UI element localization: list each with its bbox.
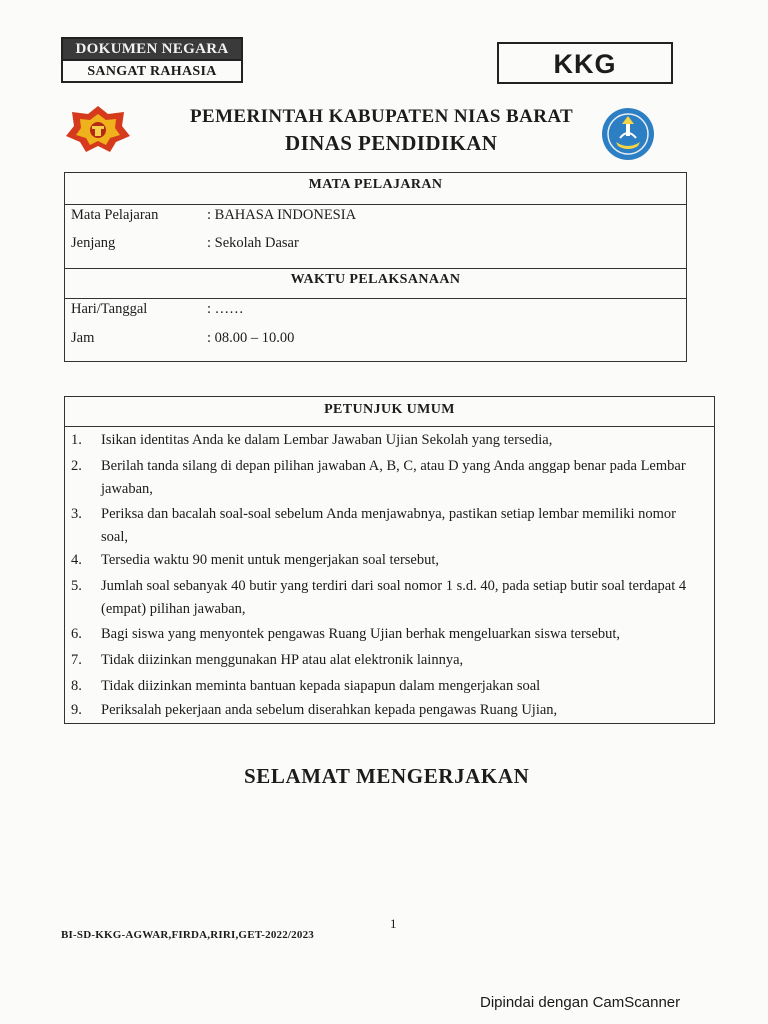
instruction-item (71, 503, 703, 549)
instructions-title: PETUNJUK UMUM (65, 397, 714, 427)
instruction-text: Tidak diizinkan meminta bantuan kepada siapapun dalam mengerjakan soal (101, 678, 541, 694)
instruction-item (71, 549, 703, 572)
instruction-text: Tersedia waktu 90 menit untuk mengerjakan soal tersebut, (101, 552, 440, 568)
instruction-item (71, 429, 703, 452)
instruction-number: 9. (71, 702, 82, 718)
page-number: 1 (390, 916, 397, 931)
date-value: : …… (207, 301, 244, 317)
instruction-number: 6. (71, 626, 82, 642)
subject-row (71, 207, 356, 224)
time-label: Jam (71, 330, 95, 346)
instruction-text: Jumlah soal sebanyak 40 butir yang terdiri dari soal nomor 1 s.d. 40, pada setiap butir soal terdapat 4 (empat) pilihan jawaban, (101, 578, 687, 617)
instruction-text: Bagi siswa yang menyontek pengawas Ruang Ujian berhak mengeluarkan siswa tersebut, (101, 626, 621, 642)
instruction-item (71, 455, 703, 501)
tut-wuri-handayani-icon (600, 106, 656, 162)
department-title: DINAS PENDIDIKAN (285, 131, 498, 155)
instruction-item (71, 675, 703, 698)
date-label: Hari/Tanggal (71, 301, 148, 317)
time-value: : 08.00 – 10.00 (207, 330, 295, 346)
instructions-box (64, 396, 715, 724)
scanner-watermark: Dipindai dengan CamScanner (480, 994, 681, 1011)
instruction-item (71, 649, 703, 672)
exam-info-table (64, 172, 687, 362)
classification-box (61, 37, 243, 83)
instruction-text: Berilah tanda silang di depan pilihan jawaban A, B, C, atau D yang Anda anggap benar pada Lembar jawaban, (101, 458, 686, 497)
subject-section (65, 205, 686, 269)
subject-label: Mata Pelajaran (71, 207, 159, 223)
instruction-item (71, 575, 703, 621)
level-label: Jenjang (71, 235, 116, 251)
instruction-number: 4. (71, 552, 82, 568)
document-code: BI-SD-KKG-AGWAR,FIRDA,RIRI,GET-2022/2023 (61, 929, 314, 941)
schedule-section (65, 299, 686, 363)
instruction-number: 2. (71, 458, 82, 474)
instruction-number: 8. (71, 678, 82, 694)
classification-line1: DOKUMEN NEGARA (63, 39, 241, 59)
instruction-text: Tidak diizinkan menggunakan HP atau alat elektronik lainnya, (101, 652, 464, 668)
instruction-number: 7. (71, 652, 82, 668)
schedule-section-title: WAKTU PELAKSANAAN (65, 269, 686, 299)
government-title: PEMERINTAH KABUPATEN NIAS BARAT (190, 106, 574, 127)
instruction-item (71, 699, 703, 722)
instruction-text: Periksalah pekerjaan anda sebelum diserahkan kepada pengawas Ruang Ujian, (101, 702, 558, 718)
level-row (71, 235, 299, 252)
code-box: KKG (497, 42, 673, 84)
instruction-number: 3. (71, 506, 82, 522)
instruction-text: Periksa dan bacalah soal-soal sebelum Anda menjawabnya, pastikan setiap lembar memiliki nomor soal, (101, 506, 677, 545)
date-row (71, 301, 244, 318)
subject-section-title: MATA PELAJARAN (65, 173, 686, 205)
classification-line2: SANGAT RAHASIA (63, 59, 241, 83)
level-value: : Sekolah Dasar (207, 235, 299, 251)
closing-message: SELAMAT MENGERJAKAN (244, 764, 530, 788)
instruction-number: 5. (71, 578, 82, 594)
regency-emblem-icon (64, 104, 132, 154)
time-row (71, 330, 294, 347)
subject-value: : BAHASA INDONESIA (207, 207, 357, 223)
instruction-item (71, 623, 703, 646)
instruction-number: 1. (71, 432, 82, 448)
instruction-text: Isikan identitas Anda ke dalam Lembar Jawaban Ujian Sekolah yang tersedia, (101, 432, 553, 448)
